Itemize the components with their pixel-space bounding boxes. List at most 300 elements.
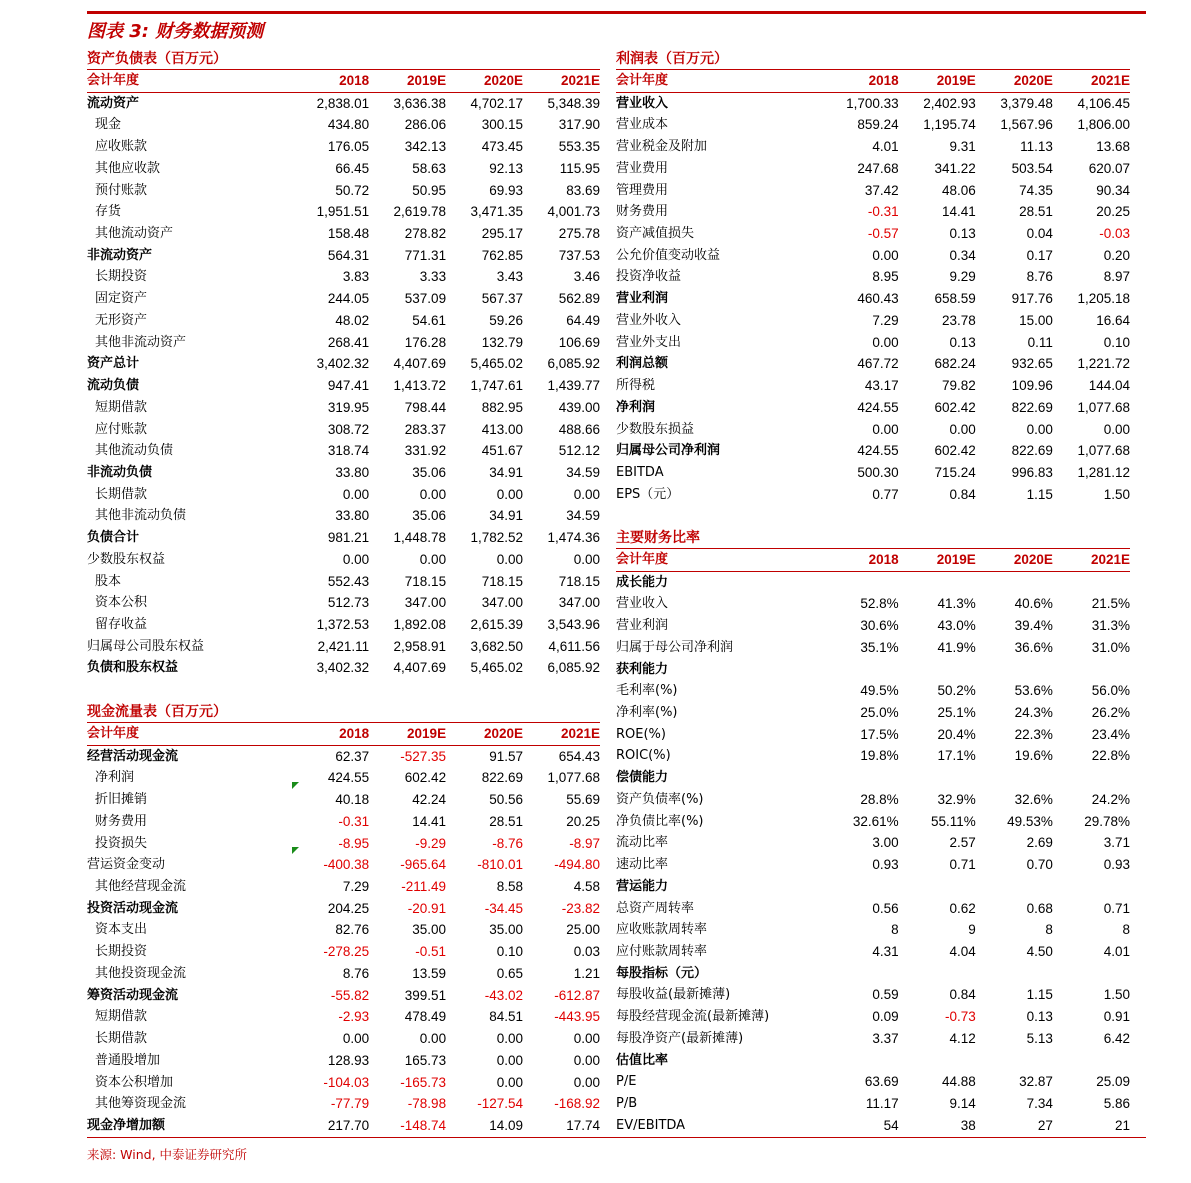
row-value: 3.00 xyxy=(872,835,899,851)
row-value: 35.06 xyxy=(412,464,447,480)
row-value: -2.93 xyxy=(338,1009,370,1025)
row-value: 33.80 xyxy=(335,464,370,480)
row-value: 39.4% xyxy=(1014,618,1053,634)
row-label: 净利润 xyxy=(616,399,656,415)
row-value: 22.8% xyxy=(1091,748,1130,764)
row-value: 1,700.33 xyxy=(846,95,899,111)
row-label: 现金净增加额 xyxy=(87,1117,166,1133)
row-value: 8.76 xyxy=(1026,269,1053,285)
bottom-rule xyxy=(87,1137,1146,1138)
row-value: 165.73 xyxy=(404,1052,447,1068)
income-statement-section xyxy=(616,48,1130,505)
row-value: 1,892.08 xyxy=(393,616,447,632)
header-label: 会计年度 xyxy=(87,70,292,92)
row-value xyxy=(822,963,899,985)
table-row xyxy=(87,571,600,593)
row-label: 现金 xyxy=(95,117,122,133)
row-label: 非流动负债 xyxy=(87,464,153,480)
row-value: 317.90 xyxy=(558,117,600,133)
table-row xyxy=(616,1093,1130,1115)
row-label: 少数股东损益 xyxy=(616,421,695,437)
row-value: 0.13 xyxy=(1026,1009,1053,1025)
row-value: 50.56 xyxy=(489,792,524,808)
row-label: 获利能力 xyxy=(616,661,669,677)
row-value: 0.71 xyxy=(1103,900,1130,916)
table-row xyxy=(87,505,600,527)
row-label: 预付账款 xyxy=(95,182,148,198)
top-rule xyxy=(87,11,1146,14)
row-value: 0.00 xyxy=(573,1074,600,1090)
header-year: 2020E xyxy=(446,723,523,745)
row-value: 13.59 xyxy=(412,965,447,981)
row-value: 1,281.12 xyxy=(1077,464,1130,480)
row-label: P/B xyxy=(616,1095,638,1111)
row-value xyxy=(976,571,1053,593)
row-value: 115.95 xyxy=(559,160,600,176)
row-value: 9 xyxy=(968,922,976,938)
row-value: 4.01 xyxy=(872,139,899,155)
row-value: 35.00 xyxy=(412,922,447,938)
row-value: 512.12 xyxy=(558,443,600,459)
row-value xyxy=(899,1050,976,1072)
row-value: 602.42 xyxy=(404,770,447,786)
row-value: 3.43 xyxy=(496,269,524,285)
row-label: 财务费用 xyxy=(95,813,148,829)
table-row xyxy=(87,657,600,679)
table-row xyxy=(87,745,600,767)
row-value: 567.37 xyxy=(481,291,524,307)
row-value: 132.79 xyxy=(481,334,524,350)
row-label: 负债和股东权益 xyxy=(87,660,179,676)
row-value xyxy=(899,876,976,898)
row-value: 0.00 xyxy=(573,551,600,567)
row-value: 4,611.56 xyxy=(548,638,600,654)
row-value: 4,702.17 xyxy=(470,95,524,111)
row-value: 318.74 xyxy=(327,443,370,459)
table-row xyxy=(87,223,600,245)
row-label: 管理费用 xyxy=(616,182,669,198)
row-value: 602.42 xyxy=(934,399,976,415)
row-value: 8.58 xyxy=(496,879,524,895)
table-row xyxy=(87,180,600,202)
row-value: 23.4% xyxy=(1091,726,1130,742)
row-value: 48.06 xyxy=(941,182,976,198)
row-value: 5,348.39 xyxy=(547,95,600,111)
balance-sheet-section xyxy=(87,48,600,679)
ratios-table xyxy=(616,549,1130,1136)
row-value: 26.2% xyxy=(1091,705,1130,721)
header-year: 2019E xyxy=(369,70,446,92)
row-value: 35.00 xyxy=(489,922,524,938)
row-label: 营业利润 xyxy=(616,291,669,307)
row-label: 普通股增加 xyxy=(95,1052,161,1068)
row-value: 300.15 xyxy=(481,117,524,133)
row-value: 13.68 xyxy=(1096,139,1130,155)
row-value: 278.82 xyxy=(404,226,447,242)
row-value xyxy=(899,571,976,593)
table-row xyxy=(87,876,600,898)
row-value: 0.20 xyxy=(1103,247,1130,263)
row-value: 247.68 xyxy=(857,160,899,176)
table-row xyxy=(616,854,1130,876)
table-row xyxy=(616,984,1130,1006)
table-row xyxy=(87,549,600,571)
table-row xyxy=(87,158,600,180)
row-label: 营业利润 xyxy=(616,618,669,634)
row-value: 1,413.72 xyxy=(393,378,447,394)
row-value: 9.31 xyxy=(949,139,976,155)
row-value: 0.34 xyxy=(949,247,976,263)
row-value: 82.76 xyxy=(335,922,370,938)
table-row xyxy=(87,114,600,136)
row-value: 15.00 xyxy=(1019,312,1053,328)
row-value: 798.44 xyxy=(404,399,447,415)
row-value: 620.07 xyxy=(1088,160,1130,176)
table-row xyxy=(616,201,1130,223)
table-row xyxy=(87,963,600,985)
row-value: 176.05 xyxy=(327,139,370,155)
row-value xyxy=(822,571,899,593)
row-value: 718.15 xyxy=(404,573,447,589)
row-value: 8.76 xyxy=(342,965,370,981)
row-value: 92.13 xyxy=(489,160,524,176)
row-value: 478.49 xyxy=(404,1009,447,1025)
table-row xyxy=(616,375,1130,397)
row-value: 552.43 xyxy=(327,573,370,589)
row-value xyxy=(822,659,899,681)
table-row xyxy=(616,767,1130,789)
row-value: 0.00 xyxy=(1026,421,1053,437)
row-label: 每股指标（元） xyxy=(616,965,708,981)
row-value: 0.84 xyxy=(949,987,976,1003)
row-value: 49.5% xyxy=(860,683,899,699)
row-value: 932.65 xyxy=(1011,356,1053,372)
row-value xyxy=(1053,876,1130,898)
table-row xyxy=(87,1072,600,1094)
row-value: -494.80 xyxy=(554,857,600,873)
row-value: 6,085.92 xyxy=(547,356,600,372)
row-value: 3,402.32 xyxy=(316,660,370,676)
table-row xyxy=(616,832,1130,854)
row-value: 488.66 xyxy=(558,421,600,437)
table-row xyxy=(616,266,1130,288)
row-value: 4.31 xyxy=(872,943,899,959)
row-value: 822.69 xyxy=(1011,443,1053,459)
row-value: 14.41 xyxy=(412,813,447,829)
table-row xyxy=(616,659,1130,681)
row-value: 32.87 xyxy=(1019,1074,1053,1090)
table-row xyxy=(616,114,1130,136)
row-value: 55.11% xyxy=(930,813,976,829)
row-label: 流动资产 xyxy=(87,95,140,111)
table-row xyxy=(616,637,1130,659)
row-label: 资产总计 xyxy=(87,356,140,372)
row-label: 资本公积 xyxy=(95,595,148,611)
row-value: 44.88 xyxy=(941,1074,976,1090)
row-value: 424.55 xyxy=(327,770,370,786)
row-value: 1,077.68 xyxy=(1077,399,1130,415)
row-label: 其他非流动负债 xyxy=(95,508,187,524)
row-value: 0.65 xyxy=(496,965,524,981)
row-value xyxy=(899,767,976,789)
ratios-title: 主要财务比率 xyxy=(616,527,1130,549)
row-value: 0.00 xyxy=(496,486,524,502)
table-row xyxy=(87,811,600,833)
row-value: 16.64 xyxy=(1096,312,1130,328)
table-row xyxy=(616,941,1130,963)
row-value: 3.33 xyxy=(419,269,447,285)
header-label: 会计年度 xyxy=(616,70,822,92)
row-label: 其他投资现金流 xyxy=(95,965,187,981)
row-value: -0.51 xyxy=(415,944,447,960)
row-value: 41.9% xyxy=(937,639,976,655)
row-value: 17.74 xyxy=(566,1117,600,1133)
row-value: 7.29 xyxy=(872,312,899,328)
header-year: 2020E xyxy=(976,70,1053,92)
row-label: 非流动资产 xyxy=(87,247,153,263)
row-value: 0.62 xyxy=(949,900,976,916)
table-row xyxy=(87,288,600,310)
row-value: 58.63 xyxy=(412,160,447,176)
row-label: 净利率(%) xyxy=(616,705,678,721)
row-value: 947.41 xyxy=(327,378,370,394)
row-label: 折旧摊销 xyxy=(95,792,148,808)
table-row xyxy=(87,245,600,267)
row-label: 其他筹资现金流 xyxy=(95,1096,187,1112)
row-value: 24.2% xyxy=(1091,791,1130,807)
row-value: 0.93 xyxy=(1103,857,1130,873)
row-value: 5,465.02 xyxy=(470,356,524,372)
row-label: P/E xyxy=(616,1074,637,1090)
row-value: 33.80 xyxy=(335,508,370,524)
row-label: EBITDA xyxy=(616,464,664,480)
row-value: 0.00 xyxy=(496,1074,524,1090)
row-value xyxy=(1053,767,1130,789)
row-label: 短期借款 xyxy=(95,1009,148,1025)
row-value: 56.0% xyxy=(1091,683,1130,699)
row-label: 资产减值损失 xyxy=(616,226,695,242)
row-value: 109.96 xyxy=(1011,378,1053,394)
table-row xyxy=(87,833,600,855)
row-value: 460.43 xyxy=(857,291,899,307)
table-row xyxy=(87,614,600,636)
row-label: ROIC(%) xyxy=(616,748,671,764)
row-value: 295.17 xyxy=(481,226,524,242)
row-value: 0.10 xyxy=(496,944,524,960)
table-row xyxy=(616,353,1130,375)
row-value: 24.3% xyxy=(1014,705,1053,721)
row-value xyxy=(822,767,899,789)
row-value: 1,205.18 xyxy=(1077,291,1130,307)
row-value: 1,951.51 xyxy=(316,204,370,220)
row-value: 917.76 xyxy=(1011,291,1053,307)
row-value: -965.64 xyxy=(400,857,447,873)
row-value: 308.72 xyxy=(327,421,370,437)
table-row xyxy=(87,397,600,419)
row-label: 成长能力 xyxy=(616,574,669,590)
row-value: 341.22 xyxy=(934,160,976,176)
row-value: 1.21 xyxy=(573,965,600,981)
row-label: 估值比率 xyxy=(616,1052,669,1068)
row-value xyxy=(976,876,1053,898)
row-label: 偿债能力 xyxy=(616,770,669,786)
figure-title: 图表 3: 财务数据预测 xyxy=(87,21,264,42)
header-year: 2021E xyxy=(523,723,600,745)
row-value: 602.42 xyxy=(934,443,976,459)
row-label: 每股净资产(最新摊薄) xyxy=(616,1030,744,1046)
balance-sheet-title: 资产负债表（百万元） xyxy=(87,48,600,70)
table-row xyxy=(87,375,600,397)
row-value: 473.45 xyxy=(481,139,524,155)
income-statement-title: 利润表（百万元） xyxy=(616,48,1130,70)
table-row xyxy=(87,1006,600,1028)
row-value: -0.57 xyxy=(867,226,899,242)
row-label: 归属母公司股东权益 xyxy=(87,638,205,654)
row-value: 1.50 xyxy=(1103,486,1130,502)
header-year: 2018 xyxy=(822,70,899,92)
row-value: 34.59 xyxy=(566,508,600,524)
row-label: 长期借款 xyxy=(95,486,148,502)
row-value: 9.14 xyxy=(949,1095,976,1111)
row-label: 其他非流动资产 xyxy=(95,334,187,350)
row-value: 54.61 xyxy=(412,312,447,328)
row-label: 股本 xyxy=(95,573,122,589)
balance-sheet-table xyxy=(87,70,600,679)
row-value: 682.24 xyxy=(934,356,976,372)
row-value: -78.98 xyxy=(407,1096,447,1112)
row-value: 42.24 xyxy=(412,792,447,808)
row-label: 存货 xyxy=(95,204,122,220)
table-header-row xyxy=(87,70,600,92)
row-value: 29.78% xyxy=(1084,813,1130,829)
row-value: 0.00 xyxy=(872,247,899,263)
table-row xyxy=(87,527,600,549)
row-value: 66.45 xyxy=(335,160,370,176)
row-value: 439.00 xyxy=(558,399,600,415)
row-value: 0.68 xyxy=(1026,900,1053,916)
row-value: 0.77 xyxy=(872,486,899,502)
row-value: 331.92 xyxy=(404,443,447,459)
row-value: 399.51 xyxy=(404,987,447,1003)
table-row xyxy=(616,571,1130,593)
row-label: 利润总额 xyxy=(616,356,669,372)
row-value: 0.09 xyxy=(872,1009,899,1025)
row-value: 762.85 xyxy=(481,247,524,263)
row-value: 40.18 xyxy=(335,792,370,808)
row-value: 8 xyxy=(891,922,899,938)
row-value: 34.91 xyxy=(489,464,524,480)
row-value: 8.97 xyxy=(1103,269,1130,285)
row-value: 1,221.72 xyxy=(1077,356,1130,372)
row-value: -127.54 xyxy=(477,1096,524,1112)
row-label: 长期投资 xyxy=(95,269,148,285)
row-value: 11.13 xyxy=(1020,139,1053,155)
table-row xyxy=(616,724,1130,746)
row-value: 31.0% xyxy=(1091,639,1130,655)
row-value: 434.80 xyxy=(327,117,370,133)
header-year: 2018 xyxy=(292,723,369,745)
row-value: 0.00 xyxy=(573,1031,600,1047)
row-value: 0.13 xyxy=(949,226,976,242)
row-value: 25.0% xyxy=(860,705,899,721)
row-value: 28.51 xyxy=(1019,204,1053,220)
row-value: 34.59 xyxy=(566,464,600,480)
row-value: 204.25 xyxy=(327,900,370,916)
row-value: 40.6% xyxy=(1014,596,1053,612)
row-value: 7.29 xyxy=(342,879,370,895)
row-value: 553.35 xyxy=(558,139,600,155)
row-value: 4.50 xyxy=(1026,943,1053,959)
row-value: 54 xyxy=(883,1117,899,1133)
row-label: 短期借款 xyxy=(95,399,148,415)
table-row xyxy=(616,745,1130,767)
row-value: 0.00 xyxy=(496,551,524,567)
row-value: 1,782.52 xyxy=(470,530,524,546)
table-row xyxy=(87,419,600,441)
row-value: 25.09 xyxy=(1096,1074,1130,1090)
row-value xyxy=(1053,571,1130,593)
row-value: 1,448.78 xyxy=(393,530,447,546)
table-row xyxy=(87,462,600,484)
row-value: 7.34 xyxy=(1026,1095,1053,1111)
row-value: 3.83 xyxy=(342,269,370,285)
row-value: 3,402.32 xyxy=(316,356,370,372)
cash-flow-title: 现金流量表（百万元） xyxy=(87,701,600,723)
row-value: 6,085.92 xyxy=(547,660,600,676)
row-label: 营运资金变动 xyxy=(87,857,166,873)
row-value: 3,379.48 xyxy=(1000,95,1053,111)
row-value: 52.8% xyxy=(860,596,899,612)
row-value: 0.91 xyxy=(1103,1009,1130,1025)
row-value: 38 xyxy=(960,1117,976,1133)
row-value: 28.51 xyxy=(489,813,524,829)
table-header-row xyxy=(87,723,600,745)
table-row xyxy=(87,484,600,506)
row-label: 营业费用 xyxy=(616,160,669,176)
row-label: ROE(%) xyxy=(616,726,666,742)
row-value: 63.69 xyxy=(864,1074,899,1090)
row-value: 106.69 xyxy=(558,334,600,350)
row-value: 537.09 xyxy=(404,291,447,307)
row-label: 应收账款周转率 xyxy=(616,922,708,938)
row-value: 14.41 xyxy=(941,204,976,220)
row-value: 5,465.02 xyxy=(470,660,524,676)
row-value: 2.69 xyxy=(1026,835,1053,851)
row-value: 451.67 xyxy=(481,443,524,459)
table-row xyxy=(87,985,600,1007)
table-row xyxy=(87,201,600,223)
row-value: 737.53 xyxy=(558,247,600,263)
row-value: 22.3% xyxy=(1014,726,1053,742)
row-label: 投资损失 xyxy=(95,835,148,851)
row-value: 1,747.61 xyxy=(470,378,524,394)
row-value: 1,195.74 xyxy=(923,117,976,133)
table-row xyxy=(616,136,1130,158)
row-value: -148.74 xyxy=(400,1117,447,1133)
row-value: 41.3% xyxy=(937,596,976,612)
row-value: -23.82 xyxy=(561,900,600,916)
row-value: 1,077.68 xyxy=(1077,443,1130,459)
row-value: 50.95 xyxy=(412,182,447,198)
table-row xyxy=(616,898,1130,920)
row-value: 283.37 xyxy=(404,421,447,437)
row-label: 流动负债 xyxy=(87,378,140,394)
row-value: 43.0% xyxy=(937,618,976,634)
row-label: 营业外收入 xyxy=(616,312,682,328)
row-label: 长期投资 xyxy=(95,944,148,960)
row-label: 资产负债率(%) xyxy=(616,791,704,807)
header-year: 2021E xyxy=(1053,70,1130,92)
